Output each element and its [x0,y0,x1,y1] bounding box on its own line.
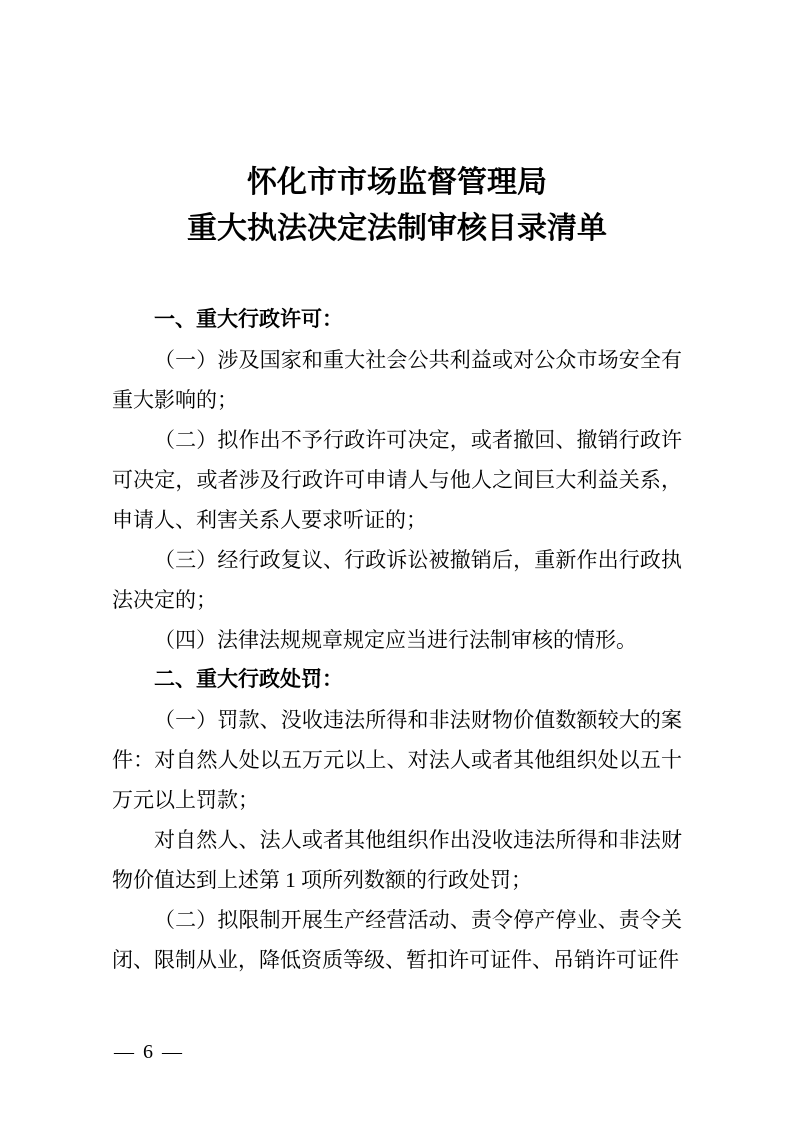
document-title-line-2: 重大执法决定法制审核目录清单 [187,212,607,245]
section-2-item-1-cont: 对自然人、法人或者其他组织作出没收违法所得和非法财物价值达到上述第 1 项所列数额的行政处罚； [112,828,682,892]
document-title-line-1: 怀化市市场监督管理局 [247,166,547,199]
document-body [112,300,682,980]
section-2-heading: 二、重大行政处罚： [154,668,343,691]
section-1-item-1: （一）涉及国家和重大社会公共利益或对公众市场安全有重大影响的； [112,348,682,412]
section-1-item-2: （二）拟作出不予行政许可决定，或者撤回、撤销行政许可决定，或者涉及行政许可申请人与他人之间巨大利益关系，申请人、利害关系人要求听证的； [112,428,682,532]
section-2-item-1: （一）罚款、没收违法所得和非法财物价值数额较大的案件：对自然人处以五万元以上、对法人或者其他组织处以五十万元以上罚款； [112,708,682,812]
section-1-item-3: （三）经行政复议、行政诉讼被撤销后，重新作出行政执法决定的； [112,548,682,612]
section-1-heading: 一、重大行政许可： [154,308,343,331]
page-number: — 6 — [114,1041,184,1063]
section-2-item-2: （二）拟限制开展生产经营活动、责令停产停业、责令关闭、限制从业，降低资质等级、暂扣许可证件、吊销许可证件 [112,908,682,972]
document-title [112,160,682,252]
section-1-item-4: （四）法律法规规章规定应当进行法制审核的情形。 [154,628,637,652]
document-content [112,160,682,980]
